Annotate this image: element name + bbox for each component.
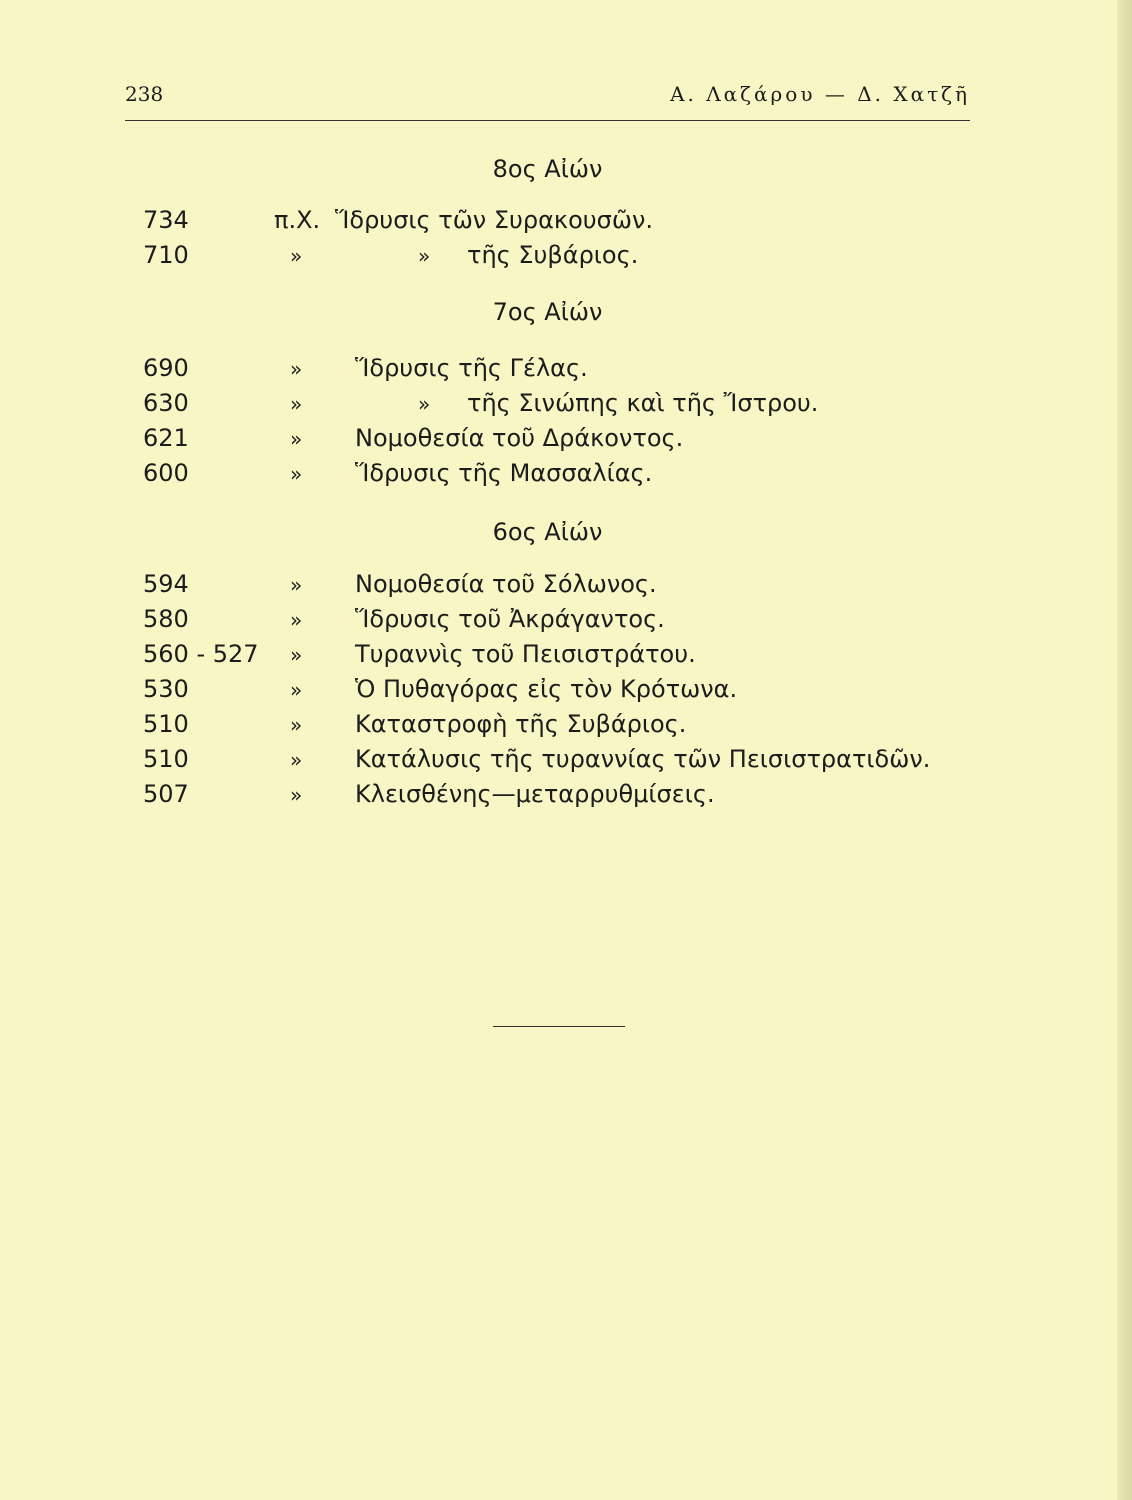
timeline-entry — [0, 354, 1000, 386]
entry-text: Ἵδρυσις τῶν Συρακουσῶν. — [335, 206, 653, 234]
timeline-entry — [0, 640, 1000, 672]
ditto-mark: » — [418, 244, 431, 268]
entry-year: 594 — [143, 570, 189, 598]
timeline-entry — [0, 424, 1000, 456]
running-head — [125, 82, 970, 116]
timeline-entry — [0, 241, 1000, 273]
ditto-mark: » — [290, 427, 303, 451]
ditto-mark: » — [290, 748, 303, 772]
entry-text: Ἵδρυσις τῆς Γέλας. — [355, 354, 588, 382]
entry-year: 621 — [143, 424, 189, 452]
timeline-entry — [0, 675, 1000, 707]
entry-text: Τυραννὶς τοῦ Πεισιστράτου. — [355, 640, 696, 668]
entry-text: Κλεισθένης—μεταρρυθμίσεις. — [355, 780, 715, 808]
timeline-entry — [0, 570, 1000, 602]
page-edge-shadow — [1117, 0, 1132, 1500]
entry-year: 690 — [143, 354, 189, 382]
entry-year: 510 — [143, 710, 189, 738]
ditto-mark: » — [290, 573, 303, 597]
ditto-mark: » — [290, 462, 303, 486]
timeline-entry — [0, 389, 1000, 421]
century-heading-7: 7ος Αἰών — [492, 298, 603, 326]
entry-text: Ὁ Πυθαγόρας εἰς τὸν Κρότωνα. — [355, 675, 738, 703]
entry-era: π.Χ. — [274, 206, 321, 234]
ditto-mark: » — [290, 783, 303, 807]
entry-year: 560 - 527 — [143, 640, 259, 668]
header-rule — [125, 120, 970, 121]
entry-year: 530 — [143, 675, 189, 703]
entry-year: 710 — [143, 241, 189, 269]
timeline-entry — [0, 459, 1000, 491]
entry-text: Κατάλυσις τῆς τυραννίας τῶν Πεισιστρατιδῶν. — [355, 745, 931, 773]
closing-rule — [493, 1026, 625, 1027]
timeline-entry — [0, 710, 1000, 742]
entry-year: 600 — [143, 459, 189, 487]
ditto-mark: » — [290, 713, 303, 737]
entry-year: 630 — [143, 389, 189, 417]
entry-year: 507 — [143, 780, 189, 808]
ditto-mark: » — [290, 643, 303, 667]
timeline-entry — [0, 206, 1000, 238]
entry-year: 734 — [143, 206, 189, 234]
century-heading-6: 6ος Αἰών — [492, 518, 603, 546]
ditto-mark: » — [418, 392, 431, 416]
entry-text: Νομοθεσία τοῦ Σόλωνος. — [355, 570, 657, 598]
timeline-entry — [0, 745, 1000, 777]
entry-text: Ἵδρυσις τοῦ Ἀκράγαντος. — [355, 605, 665, 633]
ditto-mark: » — [290, 357, 303, 381]
ditto-mark: » — [290, 608, 303, 632]
entry-text: τῆς Σινώπης καὶ τῆς Ἴστρου. — [467, 389, 819, 417]
entry-text: Ἵδρυσις τῆς Μασσαλίας. — [355, 459, 653, 487]
ditto-mark: » — [290, 678, 303, 702]
entry-text: Καταστροφὴ τῆς Συβάριος. — [355, 710, 687, 738]
century-heading-8: 8ος Αἰών — [492, 155, 603, 183]
ditto-mark: » — [290, 244, 303, 268]
page-number: 238 — [125, 82, 164, 106]
running-head-authors: Α. Λαζάρου — Δ. Χατζῆ — [670, 82, 970, 106]
entry-year: 510 — [143, 745, 189, 773]
timeline-entry — [0, 780, 1000, 812]
entry-text: τῆς Συβάριος. — [467, 241, 639, 269]
entry-text: Νομοθεσία τοῦ Δράκοντος. — [355, 424, 684, 452]
timeline-entry — [0, 605, 1000, 637]
ditto-mark: » — [290, 392, 303, 416]
entry-year: 580 — [143, 605, 189, 633]
